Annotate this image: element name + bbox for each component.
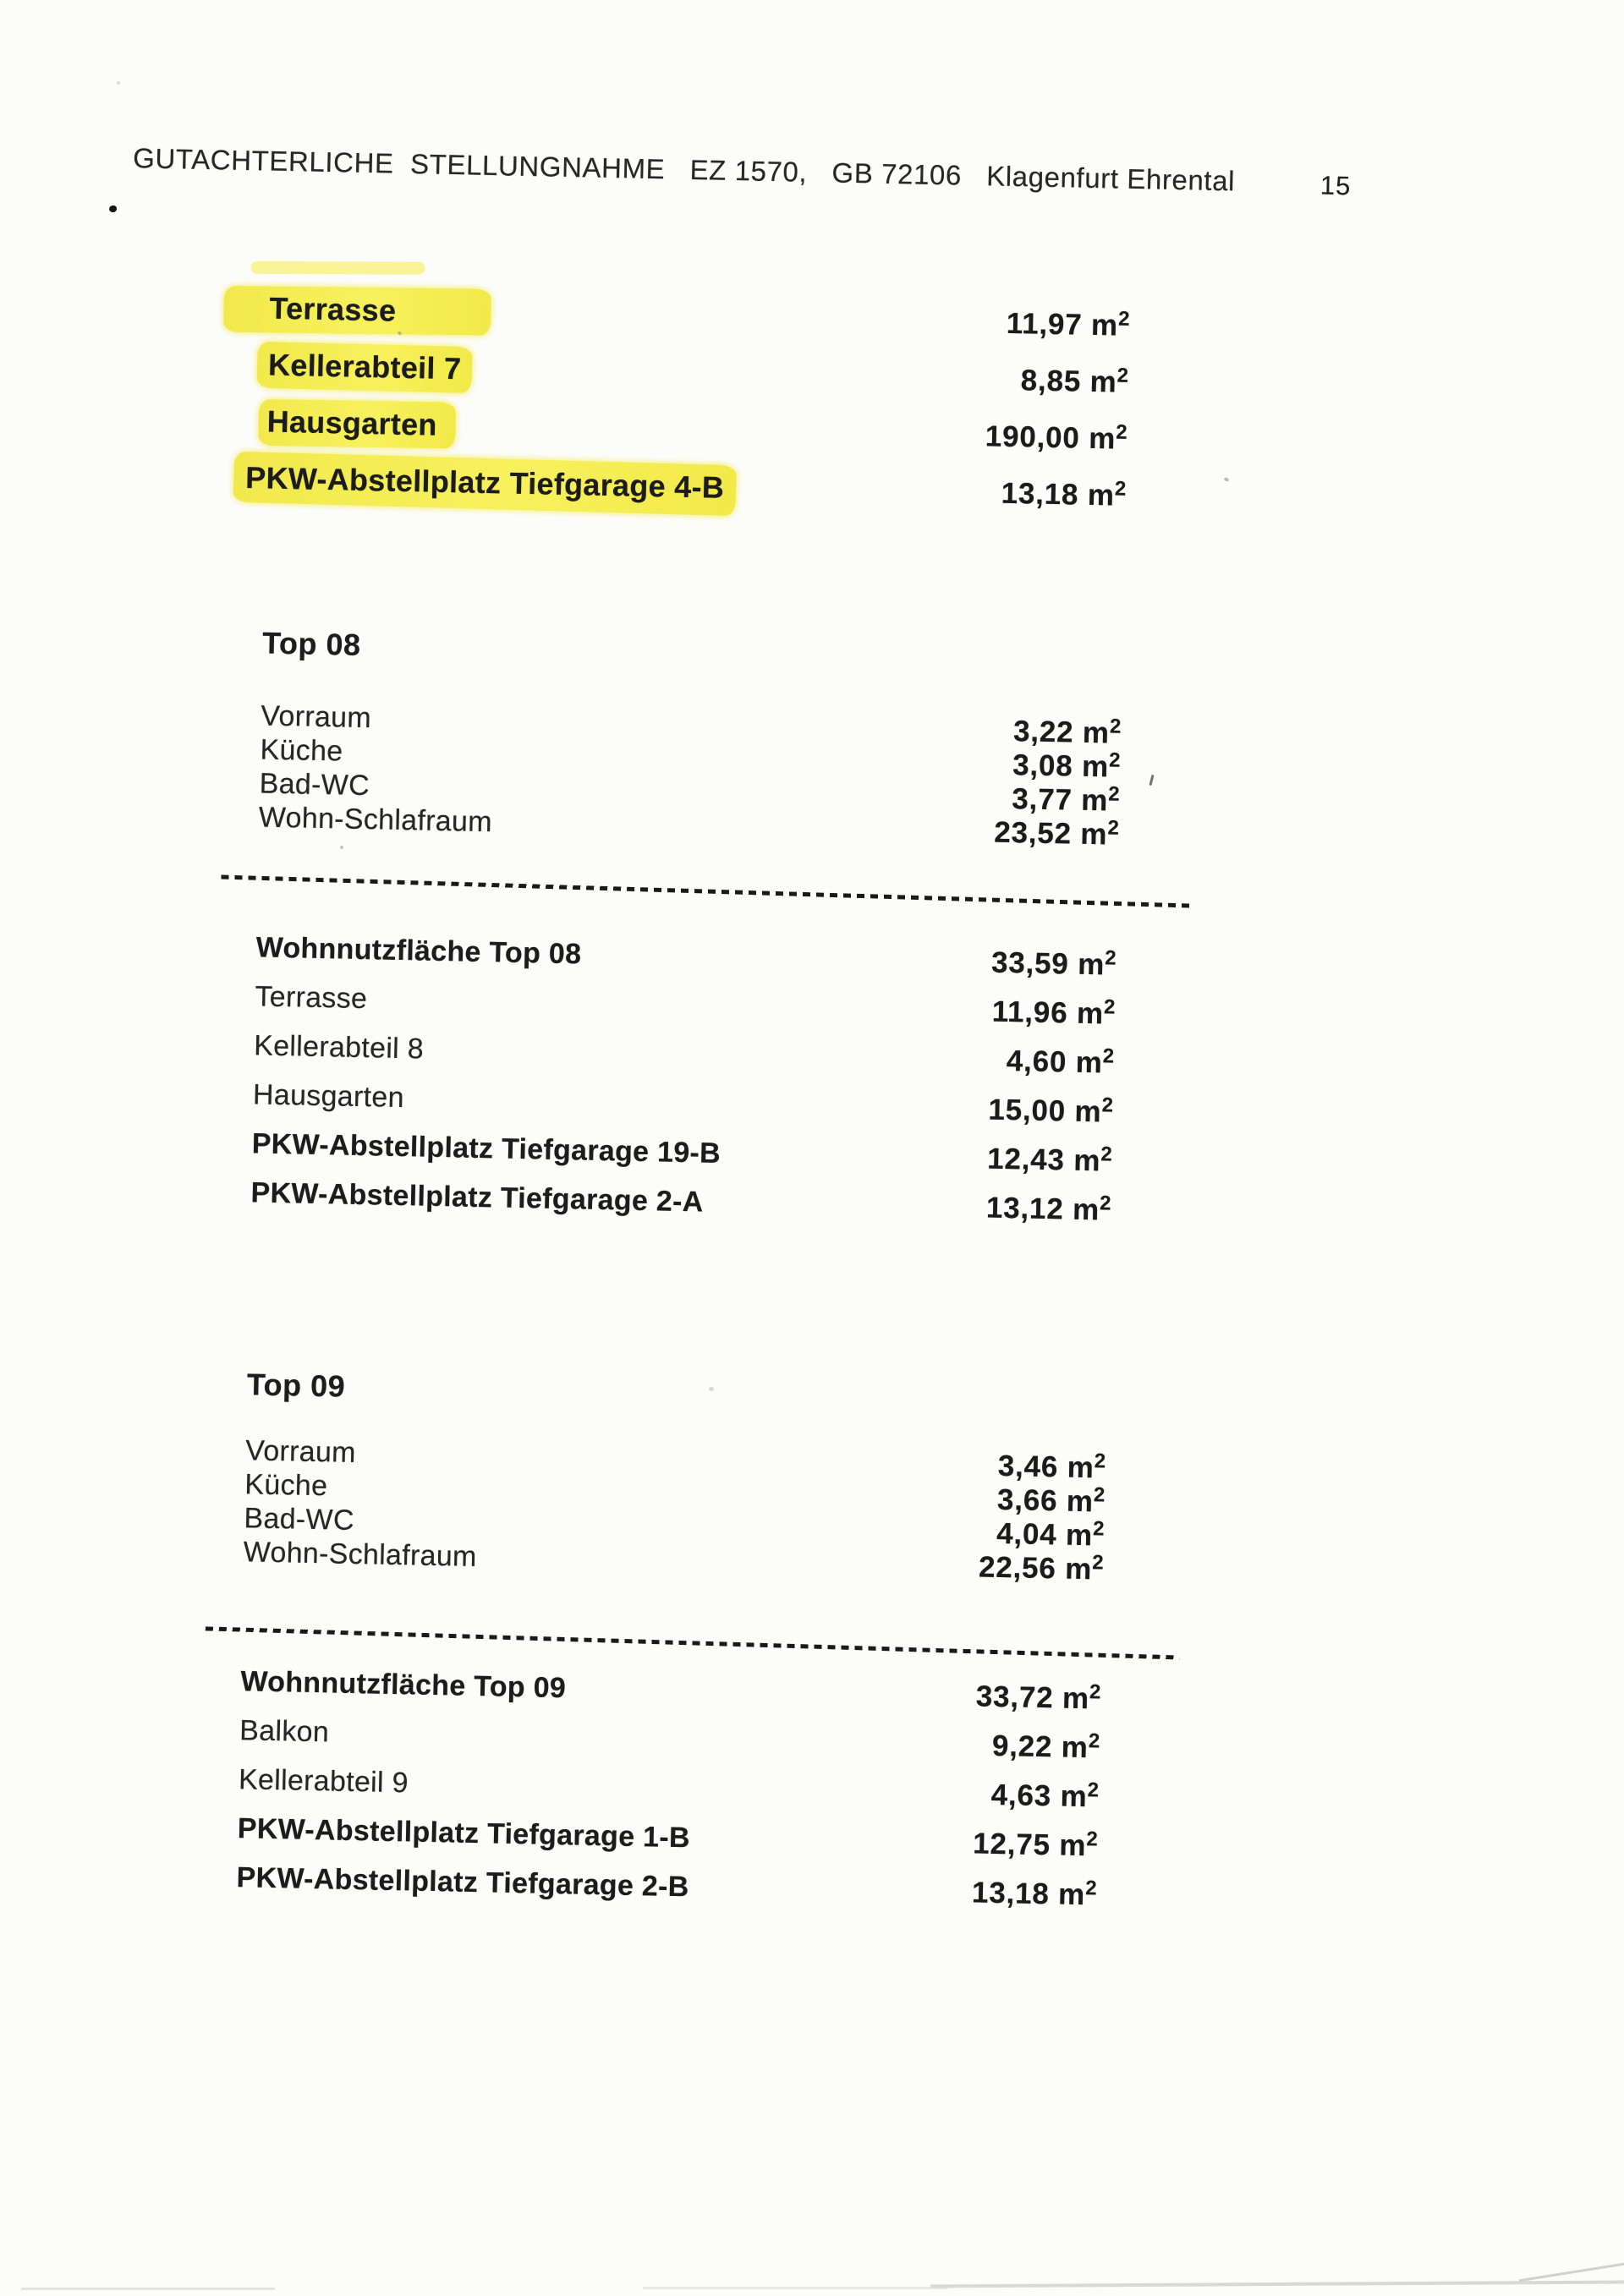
area-label: Wohnnutzfläche Top 09 xyxy=(240,1665,567,1705)
document-header xyxy=(133,142,1377,207)
area-row xyxy=(266,403,1127,459)
area-row xyxy=(255,930,1116,982)
unit-square-meters: $m^2$ xyxy=(1088,420,1127,456)
area-label: Vorraum xyxy=(261,699,372,735)
dashed-separator xyxy=(206,1626,1180,1659)
scan-edge-artifact xyxy=(643,2287,947,2289)
area-label: Hausgarten xyxy=(252,1078,405,1115)
scan-speck xyxy=(340,846,343,849)
scan-speck xyxy=(709,1387,714,1391)
area-row xyxy=(244,459,1127,516)
area-value: 4,60 $m^2$ xyxy=(1006,1044,1115,1080)
section-title-top08: Top 08 xyxy=(261,625,361,662)
area-label: Wohnnutzfläche Top 08 xyxy=(255,931,582,971)
unit-square-meters: $m^2$ xyxy=(1087,477,1127,512)
area-row xyxy=(269,289,1130,346)
area-row xyxy=(236,1860,1097,1912)
unit-square-meters: $m^2$ xyxy=(1089,364,1129,399)
area-value: 8,85 $m^2$ xyxy=(1020,364,1129,399)
area-row xyxy=(237,1811,1098,1863)
area-value: 13,18 $m^2$ xyxy=(1001,476,1127,512)
area-value: 33,59 $m^2$ xyxy=(990,945,1116,982)
area-value: 15,00 $m^2$ xyxy=(988,1093,1114,1129)
area-label: Kellerabteil 9 xyxy=(238,1763,409,1800)
unit-square-meters: $m^2$ xyxy=(1065,1517,1105,1553)
area-row xyxy=(268,346,1129,403)
area-label: Vorraum xyxy=(244,1434,357,1470)
top08-summary-list xyxy=(250,930,1116,1242)
unit-square-meters: $m^2$ xyxy=(1076,995,1116,1031)
unit-square-meters: $m^2$ xyxy=(1060,1778,1100,1814)
area-label: Bad-WC xyxy=(244,1502,355,1537)
highlighted-areas-section xyxy=(244,289,1130,534)
area-value: 3,22 $m^2$ xyxy=(1012,715,1122,750)
area-value: 4,63 $m^2$ xyxy=(990,1778,1100,1814)
area-row xyxy=(250,1175,1111,1227)
area-value: 3,08 $m^2$ xyxy=(1012,748,1121,784)
area-value: 4,04 $m^2$ xyxy=(996,1516,1105,1553)
area-label: PKW-Abstellplatz Tiefgarage 1-B xyxy=(237,1812,691,1855)
page-number: 15 xyxy=(1320,170,1352,201)
area-label: Kellerabteil 7 xyxy=(267,347,462,386)
unit-square-meters: $m^2$ xyxy=(1058,1827,1099,1863)
scan-edge-artifact xyxy=(1519,2260,1624,2282)
unit-square-meters: $m^2$ xyxy=(1067,1449,1106,1485)
area-row xyxy=(254,1028,1115,1080)
area-value: 11,97 $m^2$ xyxy=(1006,306,1130,342)
top09-room-list xyxy=(243,1433,1106,1586)
area-row xyxy=(240,1664,1101,1716)
unit-square-meters: $m^2$ xyxy=(1066,1483,1106,1519)
unit-square-meters: $m^2$ xyxy=(1077,946,1116,982)
unit-square-meters: $m^2$ xyxy=(1072,1192,1111,1227)
area-value: 33,72 $m^2$ xyxy=(975,1680,1101,1716)
area-label: Hausgarten xyxy=(266,403,438,442)
area-row xyxy=(239,1762,1100,1814)
area-value: 3,46 $m^2$ xyxy=(997,1449,1106,1485)
area-value: 13,18 $m^2$ xyxy=(971,1876,1097,1912)
scan-dot-artifact xyxy=(109,205,117,212)
unit-square-meters: $m^2$ xyxy=(1073,1143,1113,1178)
unit-square-meters: $m^2$ xyxy=(1074,1093,1114,1129)
unit-square-meters: $m^2$ xyxy=(1081,748,1121,784)
area-label: Küche xyxy=(244,1468,328,1503)
area-row xyxy=(255,979,1116,1031)
unit-square-meters: $m^2$ xyxy=(1080,782,1120,818)
top08-room-list xyxy=(258,699,1121,852)
unit-square-meters: $m^2$ xyxy=(1062,1680,1101,1716)
area-label: Wohn-Schlafraum xyxy=(258,801,493,839)
area-label: Balkon xyxy=(239,1714,330,1749)
unit-square-meters: $m^2$ xyxy=(1064,1551,1104,1586)
dashed-separator xyxy=(221,875,1195,908)
area-label: Kellerabteil 8 xyxy=(253,1029,425,1066)
area-value: 12,75 $m^2$ xyxy=(972,1827,1099,1863)
area-label: Bad-WC xyxy=(259,767,370,803)
area-value: 11,96 $m^2$ xyxy=(991,995,1116,1031)
area-label: PKW-Abstellplatz Tiefgarage 2-B xyxy=(236,1861,689,1904)
area-label: PKW-Abstellplatz Tiefgarage 2-A xyxy=(250,1176,704,1219)
highlighter-streak-artifact xyxy=(250,261,425,275)
area-value: 9,22 $m^2$ xyxy=(991,1729,1100,1765)
unit-square-meters: $m^2$ xyxy=(1090,307,1130,342)
unit-square-meters: $m^2$ xyxy=(1057,1877,1097,1912)
area-label: Terrasse xyxy=(255,980,368,1016)
area-value: 12,43 $m^2$ xyxy=(986,1142,1113,1178)
area-row xyxy=(251,1126,1112,1178)
area-label: PKW-Abstellplatz Tiefgarage 19-B xyxy=(251,1127,721,1170)
document-content xyxy=(88,125,1396,2012)
area-value: 13,12 $m^2$ xyxy=(985,1191,1111,1227)
area-value: 3,66 $m^2$ xyxy=(996,1482,1106,1519)
area-label: Terrasse xyxy=(269,290,397,328)
unit-square-meters: $m^2$ xyxy=(1061,1729,1100,1765)
scan-edge-artifact xyxy=(21,2288,275,2290)
area-row xyxy=(253,1077,1114,1129)
document-title: GUTACHTERLICHE STELLUNGNAHME EZ 1570, GB 72106 Klagenfurt Ehrental xyxy=(132,142,1236,197)
top09-summary-list xyxy=(236,1664,1101,1927)
unit-square-meters: $m^2$ xyxy=(1080,816,1120,852)
scan-speck xyxy=(117,81,120,85)
area-label: Wohn-Schlafraum xyxy=(243,1536,478,1574)
area-label: Küche xyxy=(260,733,343,768)
unit-square-meters: $m^2$ xyxy=(1075,1044,1115,1080)
area-value: 190,00 $m^2$ xyxy=(985,419,1127,456)
area-value: 23,52 $m^2$ xyxy=(993,815,1120,852)
area-label: PKW-Abstellplatz Tiefgarage 4-B xyxy=(244,460,725,505)
area-value: 22,56 $m^2$ xyxy=(978,1550,1104,1586)
area-row xyxy=(239,1713,1100,1765)
area-value: 3,77 $m^2$ xyxy=(1011,782,1120,818)
section-title-top09: Top 09 xyxy=(246,1367,346,1404)
unit-square-meters: $m^2$ xyxy=(1082,715,1122,750)
